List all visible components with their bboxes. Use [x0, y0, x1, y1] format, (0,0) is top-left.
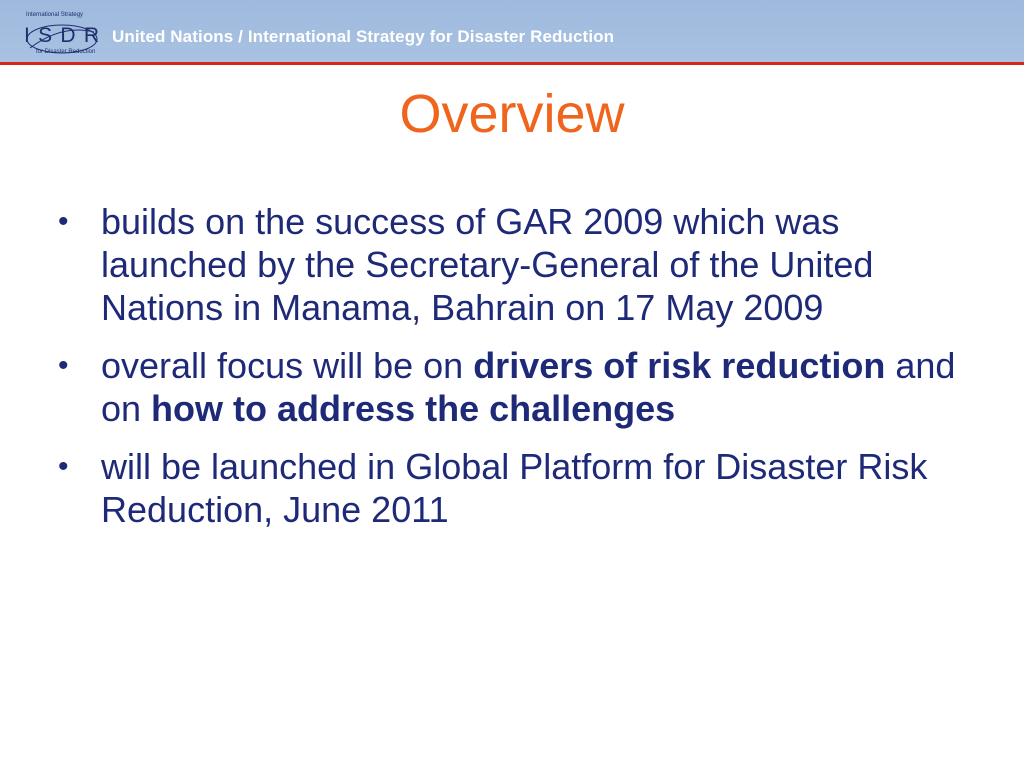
bullet-emphasis: drivers of risk reduction — [473, 345, 886, 386]
logo-letters — [24, 24, 100, 48]
bullet-item — [56, 200, 976, 329]
logo-letter-d: D — [60, 24, 77, 47]
isdr-logo — [24, 12, 100, 56]
bullet-icon: • — [58, 450, 69, 483]
logo-caption-top: International Strategy — [26, 12, 84, 18]
bullet-text: builds on the success of GAR 2009 which was launched by the Secretary-General of the United Nations in Manama, Bahrain on 17 May 2009 — [101, 201, 874, 328]
logo-caption-bottom: for Disaster Reduction — [36, 49, 96, 55]
bullet-text: will be launched in Global Platform for Disaster Risk Reduction, June 2011 — [101, 446, 928, 530]
header-divider — [0, 62, 1024, 65]
bullet-text-part: overall focus will be on — [101, 345, 474, 386]
logo-letter-r: R — [83, 24, 100, 47]
logo-letter-i: I — [24, 24, 31, 47]
bullet-icon: • — [58, 205, 69, 238]
bullet-item — [56, 445, 976, 531]
bullet-text-part: and on — [101, 345, 956, 429]
logo-letter-s: S — [38, 24, 54, 47]
bullet-list — [56, 200, 976, 546]
header-title: United Nations / International Strategy for Disaster Reduction — [112, 27, 615, 46]
bullet-item — [56, 344, 976, 430]
bullet-emphasis: how to address the challenges — [151, 388, 676, 429]
bullet-icon: • — [58, 349, 69, 382]
header-bar — [0, 0, 1024, 62]
slide-title: Overview — [399, 84, 625, 144]
